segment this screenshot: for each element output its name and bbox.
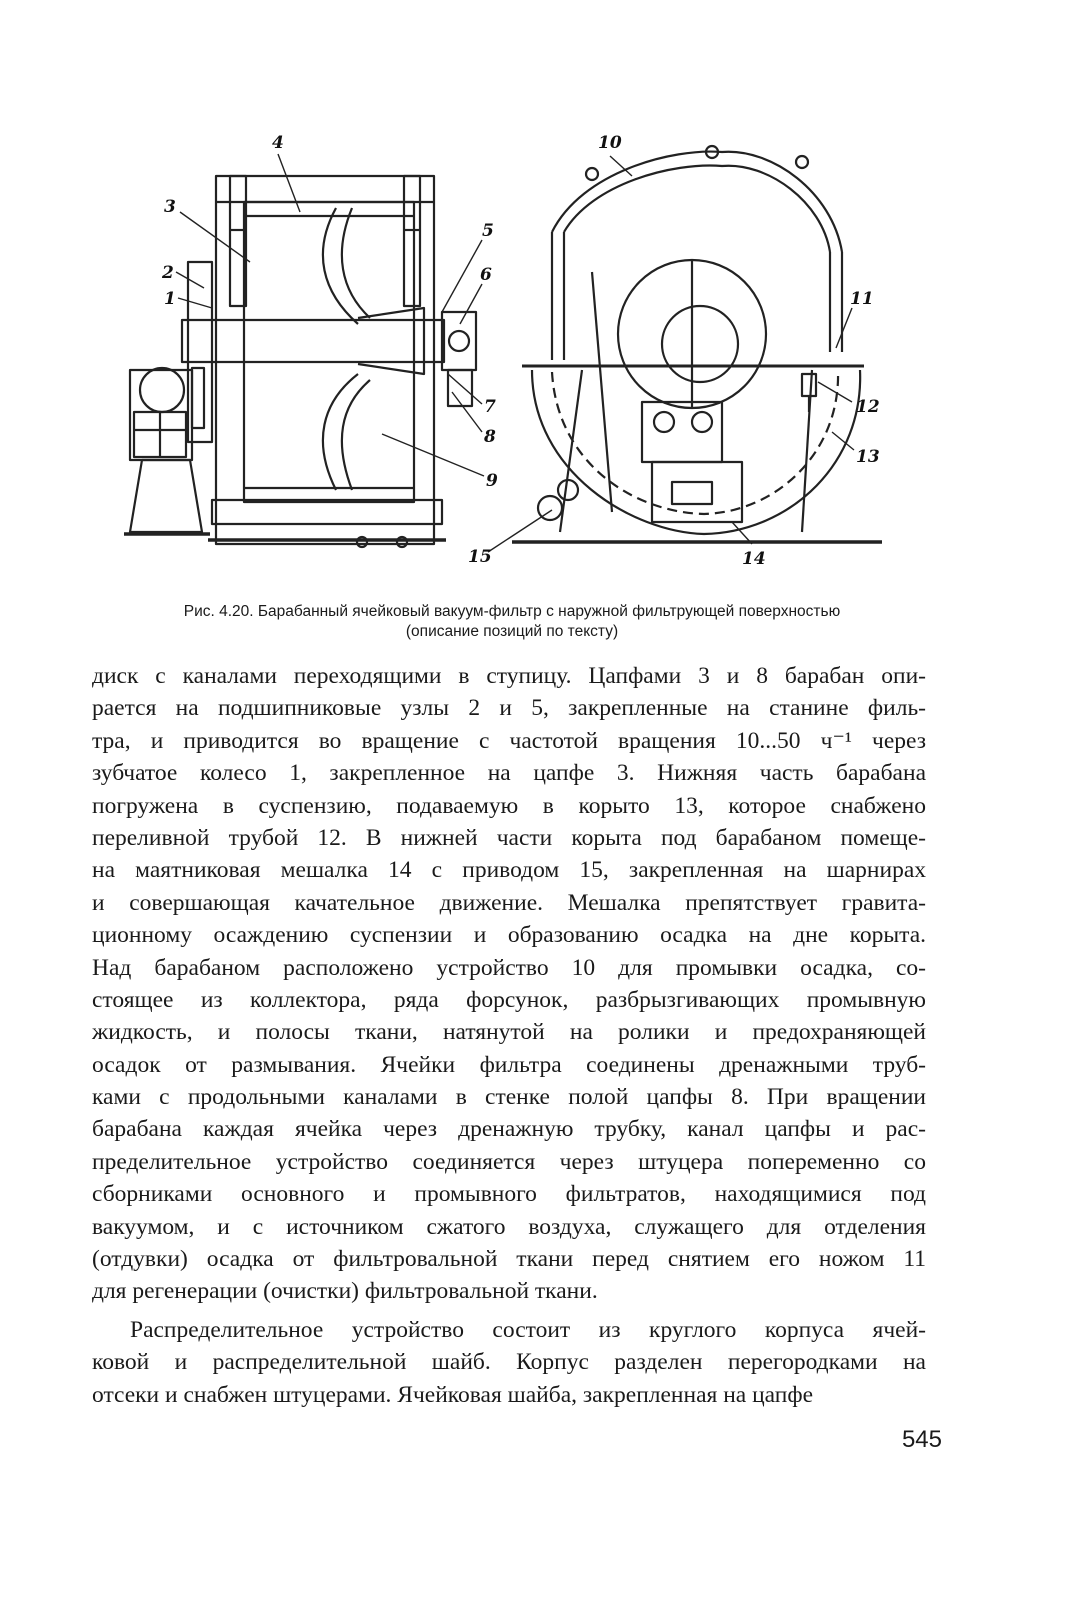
text-line: погружена в суспензию, подаваемую в корыто 13, которое снабжено [92, 792, 926, 819]
text-line: на маятниковая мешалка 14 с приводом 15, закрепленная на шарнирах [92, 857, 926, 884]
text-line: жидкость, и полосы ткани, натянутой на ролики и предохраняющей [92, 1019, 926, 1046]
text-line: диск с каналами переходящими в ступицу. Цапфами 3 и 8 барабан опи- [92, 663, 926, 689]
caption-line: Рис. 4.20. Барабанный ячейковый вакуум-фильтр с наружной фильтрующей поверхностью [183, 603, 841, 620]
text-line: (отдувки) осадка от фильтровальной ткани перед снятием его ножом 11 [92, 1246, 926, 1273]
side-view-drawing [124, 176, 476, 547]
text-line: тра, и приводится во вращение с частотой вращения 10...50 ч⁻¹ через [92, 727, 926, 754]
text-line: ковой и распределительной шайб. Корпус разделен перегородками на [92, 1349, 926, 1376]
figure-drum-vacuum-filter [112, 112, 912, 592]
text-line: рается на подшипниковые узлы 2 и 5, закрепленные на станине филь- [92, 695, 926, 722]
figure-label-3: 3 [164, 197, 176, 217]
paragraph [92, 1314, 926, 1411]
figure-label-13: 13 [856, 447, 880, 467]
figure-label-2: 2 [162, 263, 174, 283]
text-line: для регенерации (очистки) фильтровальной ткани. [92, 1278, 598, 1305]
text-line: осадок от размывания. Ячейки фильтра соединены дренажными труб- [92, 1051, 926, 1078]
page-number: 545 [901, 1426, 942, 1453]
figure-label-14: 14 [742, 549, 766, 569]
figure-label-5: 5 [482, 221, 494, 241]
figure-label-12: 12 [856, 397, 880, 417]
figure-label-1: 1 [164, 289, 176, 309]
text-line: пределительное устройство соединяется через штуцера попеременно со [92, 1148, 926, 1175]
figure-label-4: 4 [272, 133, 284, 153]
text-line: Над барабаном расположено устройство 10 для промывки осадка, со- [92, 954, 926, 981]
text-line: зубчатое колесо 1, закрепленное на цапфе 3. Нижняя часть барабана [92, 760, 926, 787]
figure-label-6: 6 [480, 265, 492, 285]
text-line: сборниками основного и промывного фильтратов, находящимися под [92, 1181, 926, 1208]
text-line: вакуумом, и с источником сжатого воздуха, служащего для отделения [92, 1213, 926, 1240]
text-line: стоящее из коллектора, ряда форсунок, разбрызгивающих промывную [92, 986, 926, 1013]
paragraph [92, 660, 926, 1308]
end-view-drawing [512, 146, 882, 542]
text-line: и совершающая качательное движение. Мешалка препятствует гравита- [92, 889, 926, 916]
body-text [92, 660, 926, 1411]
figure-caption [112, 602, 912, 642]
figure-label-7: 7 [484, 397, 496, 417]
figure-label-8: 8 [484, 427, 496, 447]
text-line: отсеки и снабжен штуцерами. Ячейковая шайба, закрепленная на цапфе [92, 1381, 814, 1408]
caption-line: (описание позиций по тексту) [405, 623, 619, 640]
text-line: ционному осаждению суспензии и образованию осадка на дне корыта. [92, 922, 926, 949]
text-line: ками с продольными каналами в стенке полой цапфы 8. При вращении [92, 1084, 926, 1111]
figure-label-9: 9 [486, 471, 498, 491]
figure-label-15: 15 [468, 547, 492, 567]
text-line: барабана каждая ячейка через дренажную трубку, канал цапфы и рас- [92, 1116, 926, 1143]
text-line: Распределительное устройство состоит из круглого корпуса ячей- [130, 1316, 926, 1343]
figure-label-11: 11 [850, 289, 874, 309]
figure-label-10: 10 [598, 133, 622, 153]
text-line: переливной трубой 12. В нижней части корыта под барабаном помеще- [92, 824, 926, 851]
